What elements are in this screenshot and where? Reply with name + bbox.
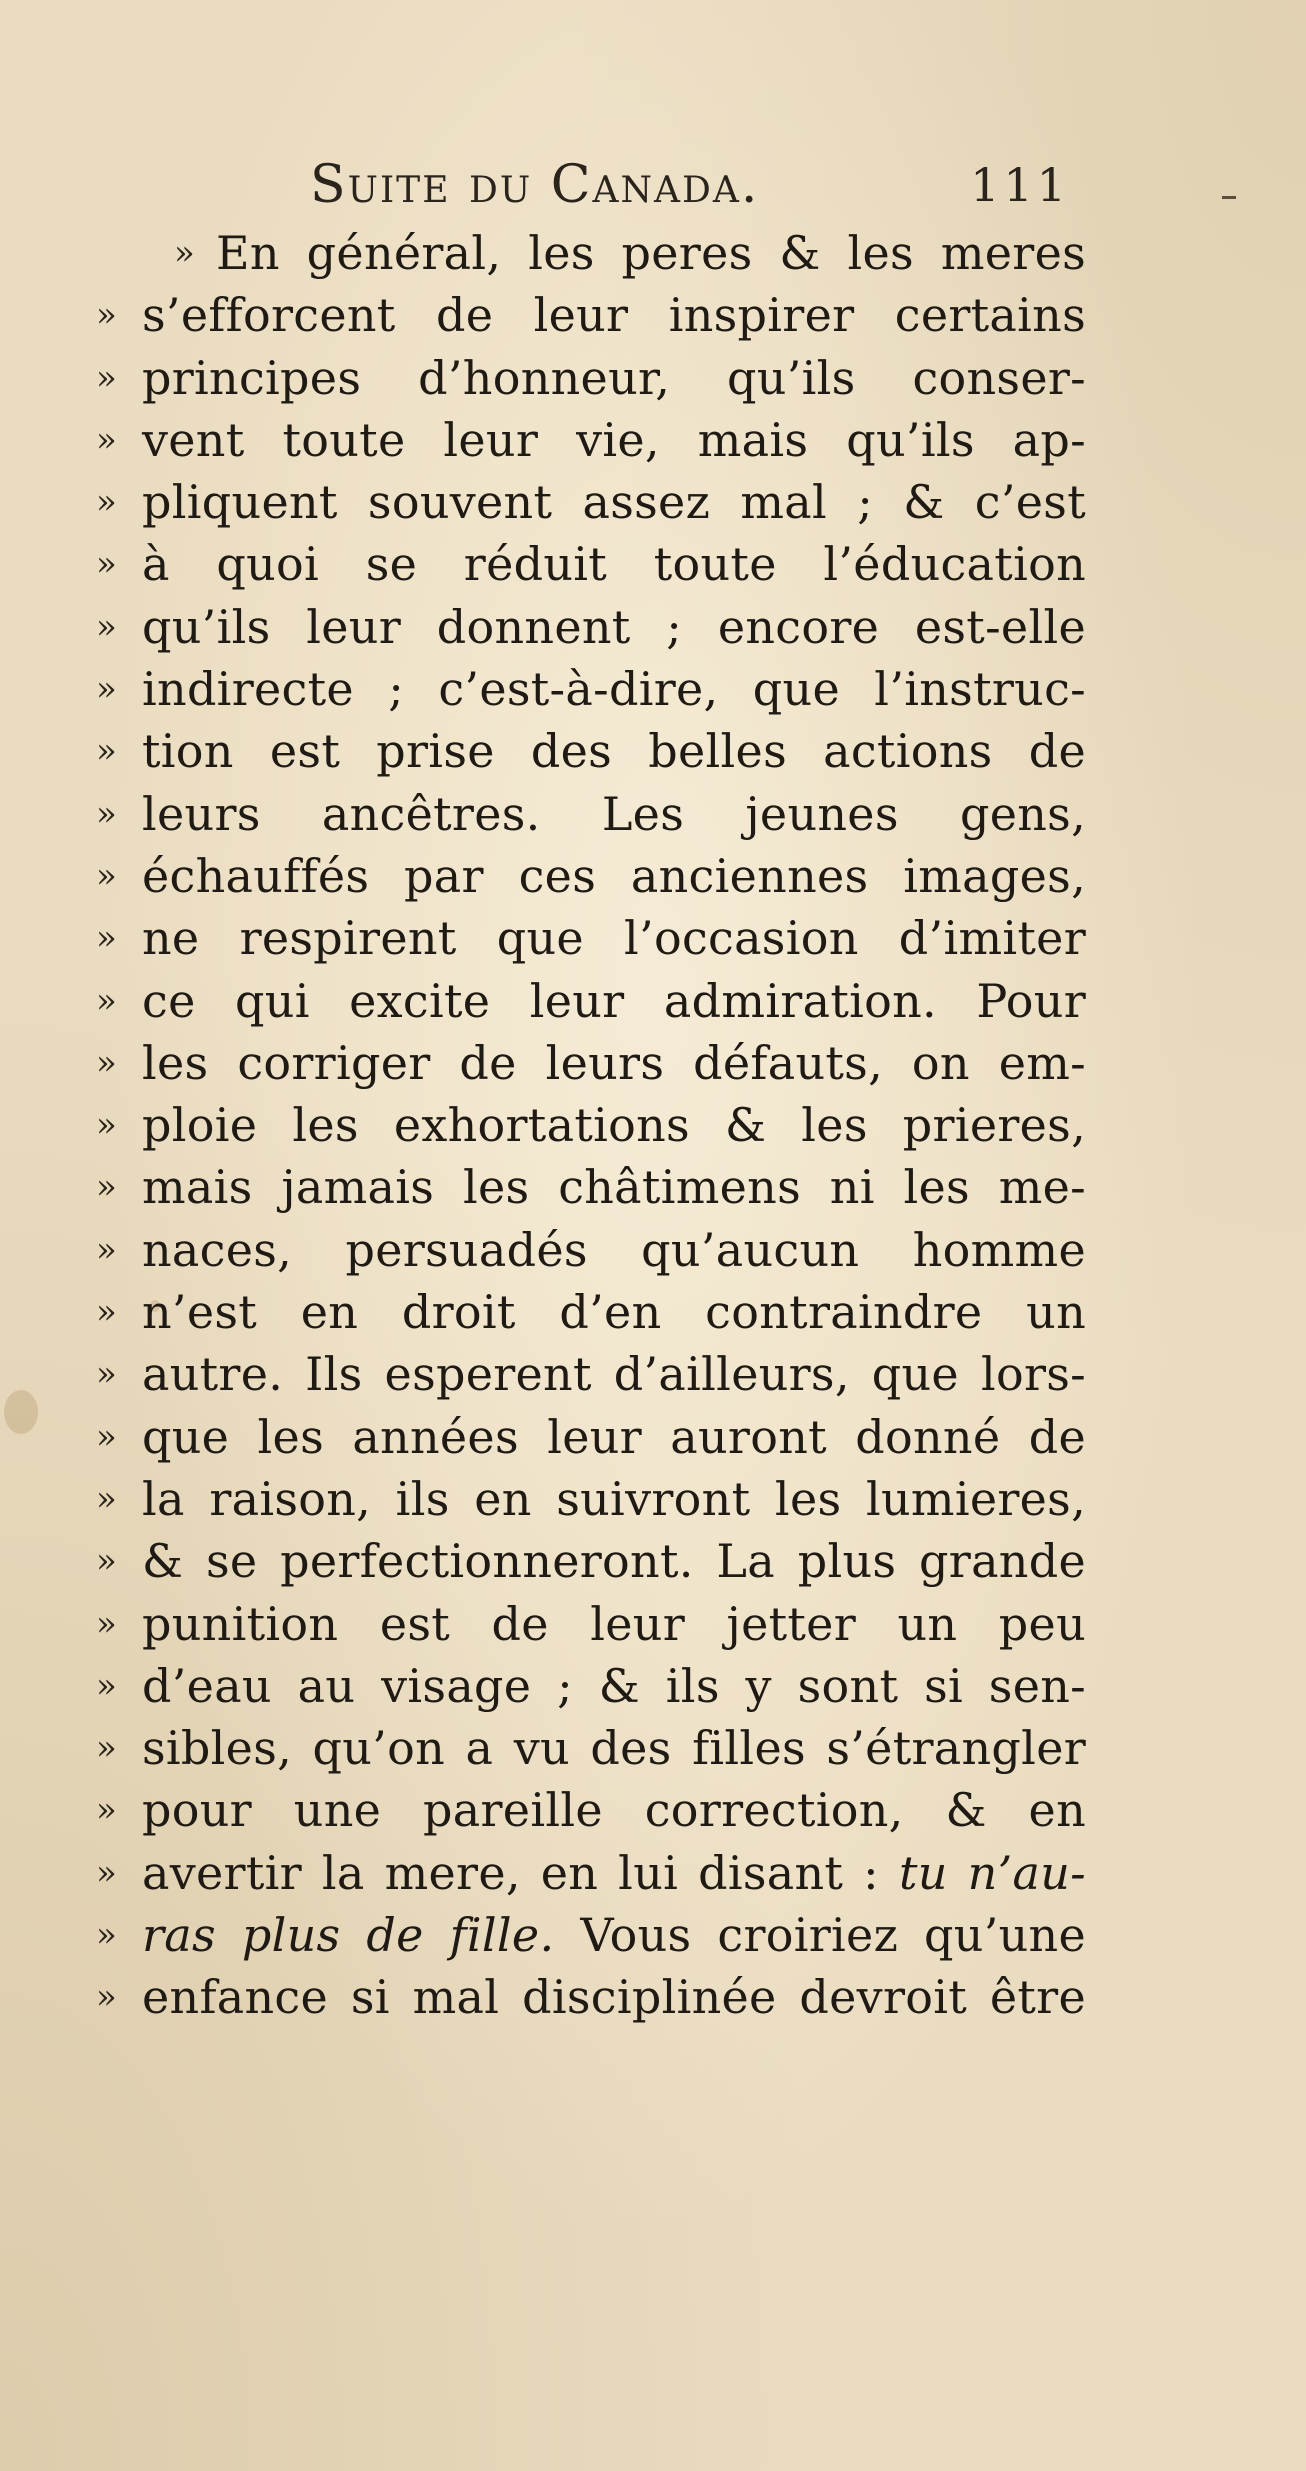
- text-line: [96, 658, 1086, 720]
- line-text: ne respirent que l’occasion d’imiter: [142, 911, 1086, 966]
- text-line: [96, 1655, 1086, 1717]
- quote-mark: »: [96, 482, 117, 523]
- quote-mark: »: [174, 233, 195, 273]
- text-line: [96, 1032, 1086, 1094]
- quote-mark: »: [96, 1042, 117, 1083]
- running-header: [310, 150, 1070, 220]
- line-text: pliquent souvent assez mal ; & c’est: [142, 475, 1086, 530]
- line-text: sibles, qu’on a vu des filles s’étrangler: [142, 1721, 1086, 1776]
- text-line: [96, 1593, 1086, 1655]
- line-text: punition est de leur jetter un peu: [142, 1596, 1086, 1651]
- quote-mark: »: [96, 1665, 117, 1706]
- quote-mark: »: [96, 1728, 117, 1769]
- text-line: [96, 1156, 1086, 1218]
- line-text: autre. Ils esperent d’ailleurs, que lors-: [142, 1347, 1086, 1402]
- line-text: tion est prise des belles actions de: [142, 724, 1086, 779]
- quote-mark: »: [96, 1105, 117, 1146]
- margin-mark: [1222, 196, 1236, 199]
- text-line: [96, 970, 1086, 1032]
- line-text: les corriger de leurs défauts, on em-: [142, 1035, 1086, 1090]
- line-text: ce qui excite leur admiration. Pour: [142, 973, 1086, 1028]
- line-text: leurs ancêtres. Les jeunes gens,: [142, 786, 1086, 841]
- line-text: vent toute leur vie, mais qu’ils ap-: [142, 412, 1086, 467]
- line-text: principes d’honneur, qu’ils conser-: [142, 350, 1086, 405]
- line-text: que les années leur auront donné de: [142, 1409, 1086, 1464]
- quote-mark: »: [96, 1478, 117, 1519]
- quote-mark: »: [96, 1292, 117, 1333]
- italic-text: tu n’au-: [898, 1845, 1086, 1900]
- line-text: qu’ils leur donnent ; encore est-elle: [142, 599, 1086, 654]
- running-title: Suite du Canada.: [310, 155, 760, 215]
- quote-mark: »: [96, 544, 117, 585]
- line-text-mixed: [142, 1842, 1086, 1904]
- quote-mark: »: [96, 1852, 117, 1893]
- line-text: indirecte ; c’est-à-dire, que l’instruc-: [142, 662, 1086, 717]
- line-text: à quoi se réduit toute l’éducation: [142, 537, 1086, 592]
- italic-text: ras plus de fille.: [142, 1908, 555, 1963]
- body-text: [96, 222, 1086, 2029]
- quote-mark: »: [96, 1416, 117, 1457]
- quote-mark: »: [96, 357, 117, 398]
- quote-mark: »: [96, 606, 117, 647]
- quote-mark: »: [96, 731, 117, 772]
- text-line: [96, 284, 1086, 346]
- text-line: [96, 1779, 1086, 1841]
- text-line: [96, 1530, 1086, 1592]
- text-line: [96, 1842, 1086, 1904]
- text-line: [96, 471, 1086, 533]
- text-line: [96, 783, 1086, 845]
- line-text: d’eau au visage ; & ils y sont si sen-: [142, 1658, 1086, 1713]
- line-text: Vous croiriez qu’une: [580, 1908, 1086, 1963]
- quote-mark: »: [96, 793, 117, 834]
- text-line: [96, 1966, 1086, 2028]
- line-text: naces, persuadés qu’aucun homme: [142, 1222, 1086, 1277]
- quote-mark: »: [96, 669, 117, 710]
- text-line: [96, 533, 1086, 595]
- text-line: [96, 596, 1086, 658]
- quote-mark: »: [96, 295, 117, 336]
- text-line: [96, 1904, 1086, 1966]
- quote-mark: »: [96, 1354, 117, 1395]
- line-text: & se perfectionneront. La plus grande: [142, 1534, 1086, 1589]
- quote-mark: »: [96, 1167, 117, 1208]
- quote-mark: »: [96, 980, 117, 1021]
- text-line: [96, 1281, 1086, 1343]
- text-line: [96, 907, 1086, 969]
- paper-stain: [4, 1390, 38, 1434]
- line-text: ploie les exhortations & les prieres,: [142, 1098, 1086, 1153]
- text-line: [96, 222, 1086, 284]
- line-text: s’efforcent de leur inspirer certains: [142, 288, 1086, 343]
- quote-mark: »: [96, 855, 117, 896]
- line-text: échauffés par ces anciennes images,: [142, 848, 1086, 903]
- line-text-mixed: [142, 1904, 1086, 1966]
- line-text: pour une pareille correction, & en: [142, 1783, 1086, 1838]
- line-text: avertir la mere, en lui disant :: [142, 1845, 899, 1900]
- text-line: [96, 720, 1086, 782]
- text-line: [96, 1468, 1086, 1530]
- text-line: [96, 1406, 1086, 1468]
- text-line: [96, 1219, 1086, 1281]
- line-text: enfance si mal disciplinée devroit être: [142, 1970, 1086, 2025]
- quote-mark: »: [96, 1229, 117, 1270]
- line-text: n’est en droit d’en contraindre un: [142, 1285, 1086, 1340]
- quote-mark: »: [96, 1915, 117, 1956]
- text-line: [96, 1343, 1086, 1405]
- quote-mark: »: [96, 918, 117, 959]
- quote-mark: »: [96, 1790, 117, 1831]
- text-line: [96, 845, 1086, 907]
- line-text: mais jamais les châtimens ni les me-: [142, 1160, 1086, 1215]
- line-text: la raison, ils en suivront les lumieres,: [142, 1471, 1086, 1526]
- text-line: [96, 1094, 1086, 1156]
- text-line: [96, 409, 1086, 471]
- quote-mark: »: [96, 1541, 117, 1582]
- quote-mark: »: [96, 419, 117, 460]
- quote-mark: »: [96, 1977, 117, 2018]
- text-line: [96, 1717, 1086, 1779]
- page-number: 111: [970, 158, 1070, 212]
- quote-mark: »: [96, 1603, 117, 1644]
- text-line: [96, 347, 1086, 409]
- line-text: En général, les peres & les meres: [216, 226, 1086, 280]
